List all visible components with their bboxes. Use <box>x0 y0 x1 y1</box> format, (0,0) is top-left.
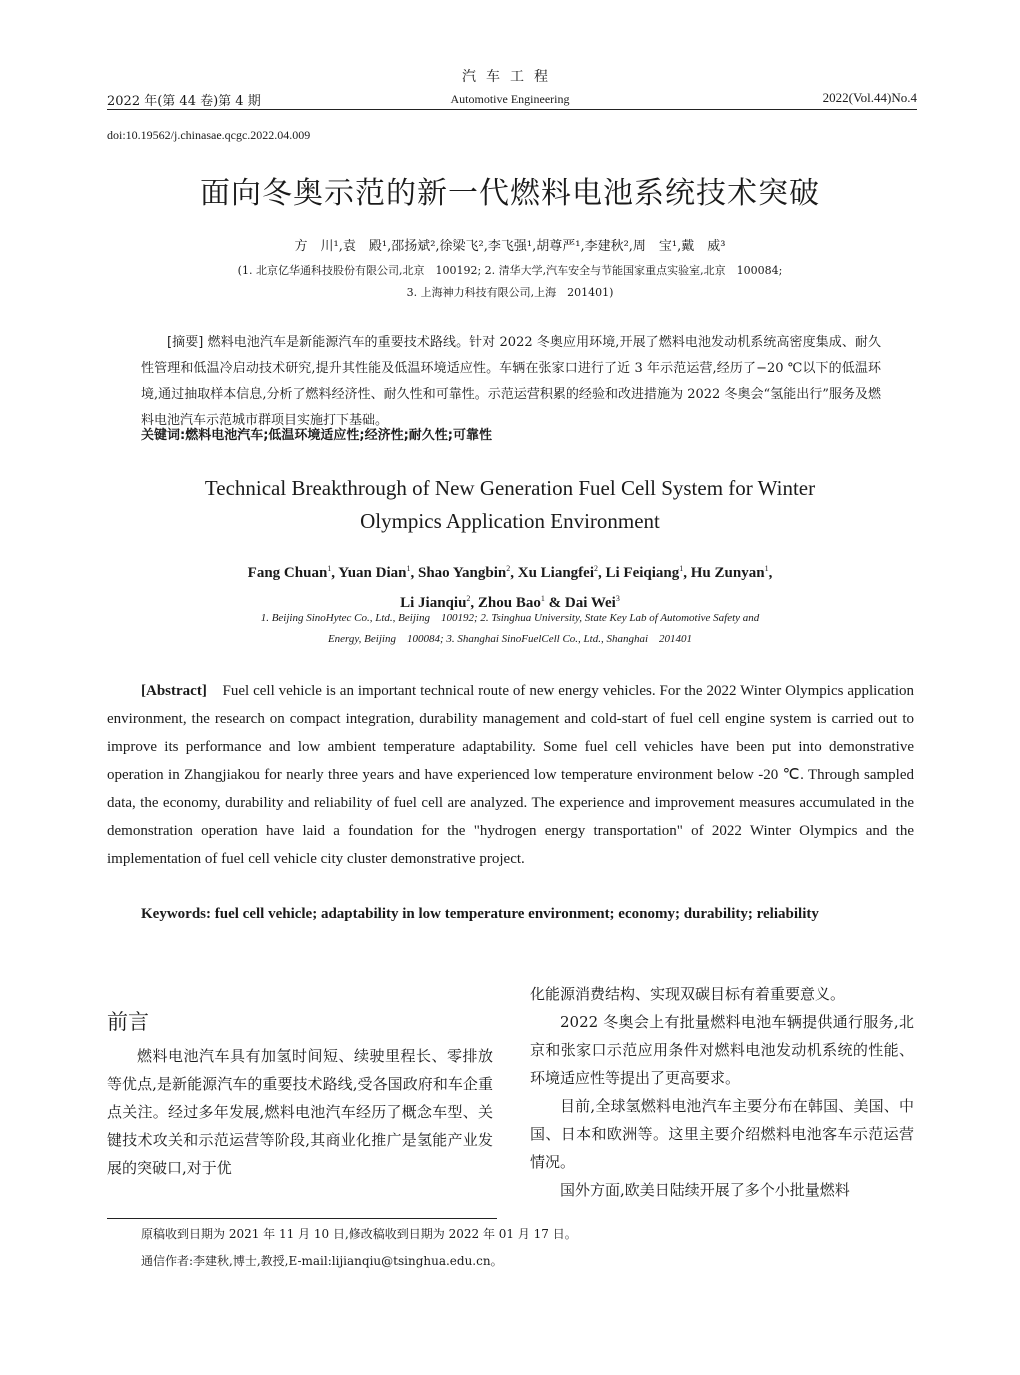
body-paragraph-continued: 化能源消费结构、实现双碳目标有着重要意义。 <box>530 985 846 1003</box>
author-en-affiliation: 3 <box>615 594 620 603</box>
author-separator: & <box>544 595 565 611</box>
affiliations-en-line2: Energy, Beijing 100084; 3. Shanghai SinoFuelCell Co., Ltd., Shanghai 201401 <box>327 633 693 645</box>
title-en-line1: Technical Breakthrough of New Generation Fuel Cell System for Winter <box>204 476 816 500</box>
author-separator: , <box>598 565 606 581</box>
author-separator: , <box>510 565 518 581</box>
footnote-corresponding: 通信作者:李建秋,博士,教授,E-mail:lijianqiu@tsinghua.edu.cn。 <box>141 1254 503 1268</box>
author-en-affiliation: 1 <box>327 564 332 573</box>
footnote-received: 原稿收到日期为 2021 年 11 月 10 日,修改稿收到日期为 2022 年 01 月 17 日。 <box>141 1227 577 1241</box>
author-separator: , <box>410 565 418 581</box>
abstract-en-label: [Abstract] <box>141 683 207 699</box>
title-cn: 面向冬奥示范的新一代燃料电池系统技术突破 <box>200 176 820 211</box>
author-en-name: Shao Yangbin <box>417 565 507 581</box>
author-en-name: Xu Liangfei <box>517 565 594 581</box>
author-en-affiliation: 1 <box>764 564 769 573</box>
keywords-en <box>141 901 914 928</box>
abstract-en-text: Fuel cell vehicle is an important technical route of new energy vehicles. For the 2022 Winter Olympics application environment, the research on compact integration, durability management and cold-start of fuel cell engine system is carried out to improve its performance and low ambient temperature adaptability. Some fuel cell vehicles have been put into demonstrative operation in Zhangjiakou for nearly three years and have experienced low temperature environment below -20 ℃. Through sampled data, the economy, durability and reliability of fuel cell are analyzed. The experience and improvement measures accumulated in the demonstration operation have laid a foundation for the "hydrogen energy transportation" of 2022 Winter Olympics and the implementation of fuel cell vehicle city cluster demonstrative project. <box>107 683 915 867</box>
author-en-affiliation: 1 <box>406 564 411 573</box>
doi: doi:10.19562/j.chinasae.qcgc.2022.04.009 <box>107 128 311 142</box>
body-paragraph: 国外方面,欧美日陆续开展了多个小批量燃料 <box>560 1181 850 1199</box>
author-en-name: Zhou Bao <box>477 595 541 611</box>
author-en-affiliation: 1 <box>540 594 545 603</box>
title-en <box>0 472 1020 538</box>
section-heading: 前言 <box>107 1010 149 1034</box>
author-separator: , <box>768 565 773 581</box>
keywords-en-text: fuel cell vehicle; adaptability in low temperature environment; economy; durability; reliability <box>214 906 819 922</box>
author-separator: , <box>331 565 339 581</box>
author-en-name: Li Jianqiu <box>400 595 467 611</box>
keywords-cn: 关键词:燃料电池汽车;低温环境适应性;经济性;耐久性;可靠性 <box>141 428 492 443</box>
affiliations-cn-line2: 3. 上海神力科技有限公司,上海 201401) <box>406 286 614 299</box>
issue-en: 2022(Vol.44)No.4 <box>822 90 917 105</box>
body-column-left <box>107 1028 493 1182</box>
affiliations-cn-line1: (1. 北京亿华通科技股份有限公司,北京 100192; 2. 清华大学,汽车安全与节能国家重点实验室,北京 100084; <box>237 264 783 277</box>
title-en-line2: Olympics Application Environment <box>360 509 660 533</box>
author-en-name: Dai Wei <box>564 595 616 611</box>
author-en-affiliation: 2 <box>594 564 598 573</box>
author-separator: , <box>470 595 478 611</box>
abstract-cn-label: [摘要] <box>167 335 204 350</box>
body-paragraph: 2022 冬奥会上有批量燃料电池车辆提供通行服务,北京和张家口示范应用条件对燃料电池发动机系统的性能、环境适应性等提出了更高要求。 <box>530 1013 914 1087</box>
author-en-name: Fang Chuan <box>247 565 328 581</box>
issue-cn: 2022 年(第 44 卷)第 4 期 <box>107 94 261 109</box>
body-paragraph: 目前,全球氢燃料电池汽车主要分布在韩国、美国、中国、日本和欧洲等。这里主要介绍燃料电池客车示范运营情况。 <box>530 1097 914 1171</box>
body-paragraph: 燃料电池汽车具有加氢时间短、续驶里程长、零排放等优点,是新能源汽车的重要技术路线,受各国政府和车企重点关注。经过多年发展,燃料电池汽车经历了概念车型、关键技术攻关和示范运营等阶段,其商业化推广是氢能产业发展的突破口,对于优 <box>107 1047 493 1177</box>
abstract-cn <box>141 330 881 434</box>
footnote-rule <box>107 1218 497 1219</box>
affiliations-en <box>0 608 1020 650</box>
keywords-en-label: Keywords: <box>141 906 211 922</box>
affiliations-en-line1: 1. Beijing SinoHytec Co., Ltd., Beijing 100192; 2. Tsinghua University, State Key Lab of Automotive Safety and <box>260 612 760 624</box>
author-en-affiliation: 2 <box>506 564 511 573</box>
authors-cn: 方 川¹,袁 殿¹,邵扬斌²,徐梁飞²,李飞强¹,胡尊严¹,李建秋²,周 宝¹,戴 威³ <box>294 239 726 254</box>
header-rule <box>107 109 917 110</box>
author-en-name: Yuan Dian <box>338 565 407 581</box>
authors-en <box>0 556 1020 616</box>
author-en-name: Li Feiqiang <box>605 565 680 581</box>
author-en-name: Hu Zunyan <box>690 565 765 581</box>
author-separator: , <box>683 565 691 581</box>
abstract-cn-text: 燃料电池汽车是新能源汽车的重要技术路线。针对 2022 冬奥应用环境,开展了燃料电池发动机系统高密度集成、耐久性管理和低温冷启动技术研究,提升其性能及低温环境适应性。车辆在张家口进行了近 3 年示范运营,经历了−20 ℃以下的低温环境,通过抽取样本信息,分析了燃料经济性、耐久性和可靠性。示范运营积累的经验和改进措施为 2022 冬奥会“氢能出行”服务及燃料电池汽车示范城市群项目实施打下基础。 <box>141 335 881 428</box>
body-column-right <box>530 980 914 1204</box>
abstract-en <box>107 677 914 873</box>
journal-name-en: Automotive Engineering <box>450 92 570 106</box>
author-en-affiliation: 1 <box>679 564 684 573</box>
journal-name-cn: 汽车工程 <box>462 69 558 85</box>
author-en-affiliation: 2 <box>466 594 471 603</box>
